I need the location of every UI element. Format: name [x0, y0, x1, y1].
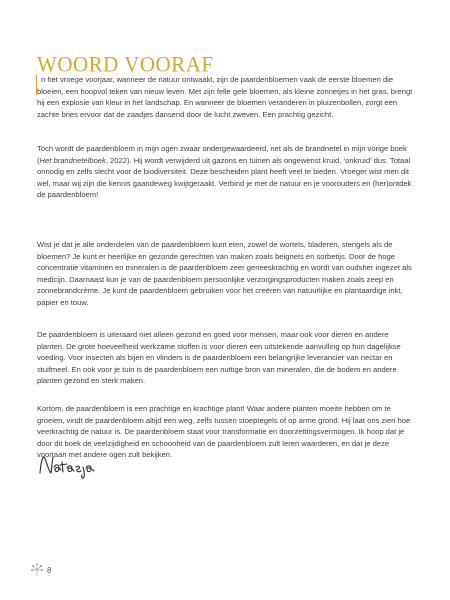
- book-title: Het brandnetelboek: [39, 155, 106, 165]
- paragraph-3: [37, 239, 417, 308]
- page-title: WOORD VOORAF: [37, 51, 214, 77]
- paragraph-2-text-a: Toch wordt de paardenbloem in mijn ogen zwaar ondergewaardeerd, net als de brandnetel in mijn vorige boek (: [37, 144, 407, 165]
- paragraph-intro-text: n het vroege voorjaar, wanneer de natuur ontwaakt, zijn de paardenbloemen vaak de eerste bloemen die bloeien, een hoopvol teken van nieuw leven. Met zijn felle gele bloemen, als kleine zonnetjes in het gras, brengt hij een explosie van kleur in het landschap. En wanneer de bloemen veranderen in pluizenbollen, zorgt een zachte bries ervoor dat de zaadjes dansend door de lucht zweven. Een prachtig gezicht.: [37, 75, 413, 119]
- page-footer: [30, 563, 51, 577]
- dandelion-seed-icon: [30, 563, 44, 577]
- paragraph-5-text: Kortom, de paardenbloem is een prachtige en krachtige plant! Waar andere planten moeite hebben om te groeien, vindt de paardenbloem altijd een weg, zelfs tussen stoeptegels of op arme grond. Hij laat ons zien hoe veerkrachtig de natuur is. De paardenbloem staat voor transformatie en doorzettingsvermogen. Ik hoop dat je door dit boek de veelzijdigheid en schoonheid van de paardenbloem zult leren waarderen, en dat je deze voortaan met andere ogen zult bekijken.: [37, 404, 411, 459]
- paragraph-3-text: Wist je dat je alle onderdelen van de paardenbloem kunt eten, zowel de wortels, bladeren, stengels als de bloemen? Je kunt er heerlijke en gezonde gerechten van maken zoals beignets en sorbetijs. Door de hoge concentratie vitaminen en mineralen is de paardenbloem zeer geneeskrachtig en wordt van oudsher ingezet als medicijn. Daarnaast kun je van de paardenbloem persoonlijke verzorgingsproducten maken zoals zeep en zonnebrandcrème. Je kunt de paardenbloem gebruiken voor het creëren van natuurlijke en plantaardige inkt, papier en touw.: [37, 240, 412, 307]
- dropcap-bar: [36, 75, 37, 95]
- paragraph-5: [37, 403, 417, 461]
- paragraph-4-text: De paardenbloem is uiteraard niet alleen gezond en goed voor mensen, maar ook voor dieren en andere planten. De grote hoeveelheid werkzame stoffen is voor dieren een uitstekende aanvulling op hun dagelijkse voeding. Voor insecten als bijen en vlinders is de paardenbloem een belangrijke leverancier van nectar en stuifmeel. En ook voor je tuin is de paardenbloem een nuttige bron van mineralen, die de bodem en andere planten gezond en sterk maken.: [37, 330, 401, 385]
- paragraph-4: [37, 329, 417, 387]
- paragraph-2: [37, 143, 417, 201]
- signature-graphic: [38, 453, 118, 479]
- page-number: 8: [47, 565, 52, 575]
- author-signature: [38, 453, 118, 484]
- paragraph-2-text-b: , 2022). Hij wordt verwijderd uit gazons en tuinen als ongewenst kruid, ‘onkruid’ dus. Totaal onnodig en zelfs slecht voor de biodiversiteit. Deze bescheiden plant heeft veel te bieden. Vroeger wist men dit wel, maar wij zijn die kennis gaandeweg kwijtgeraakt. Verbind je met de natuur en je voorouders en (her)ontdek de paardenbloem!: [37, 155, 412, 199]
- paragraph-intro: [37, 74, 417, 120]
